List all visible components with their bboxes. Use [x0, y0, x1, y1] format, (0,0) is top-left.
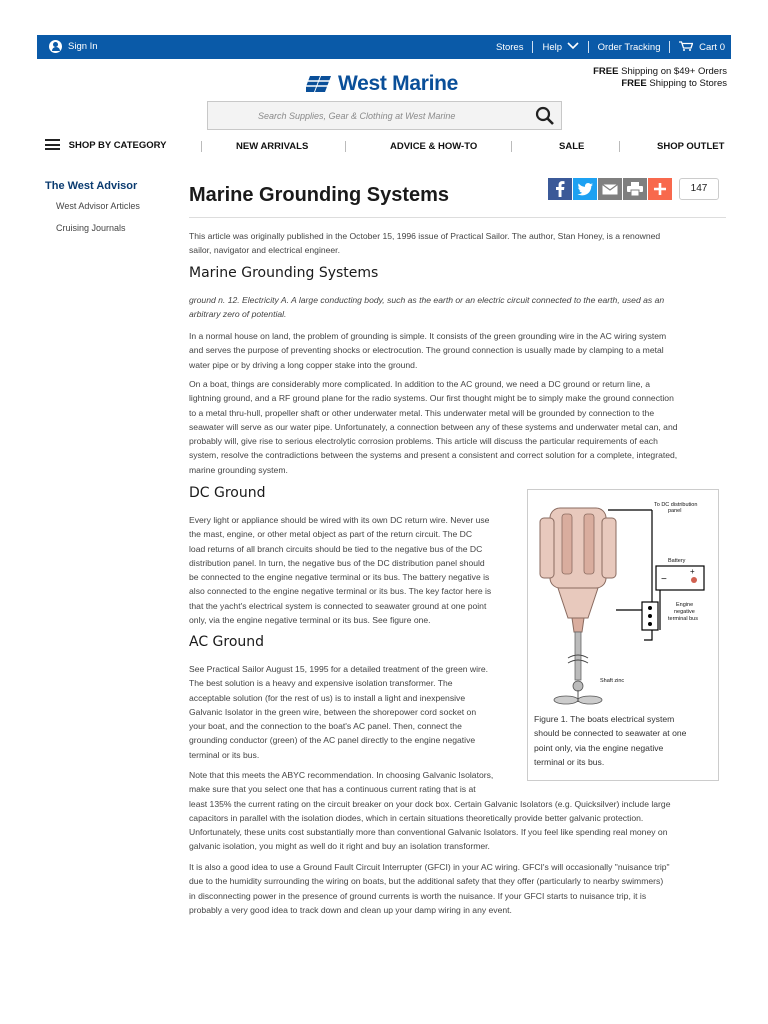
engine-wiring-diagram: [528, 490, 718, 712]
text-line: water pipe or by driving a long copper stake into the ground.: [189, 359, 418, 370]
free-label: FREE: [593, 66, 619, 77]
divider: [201, 141, 202, 152]
user-circle-icon: [49, 40, 62, 53]
label-panel: panel: [668, 508, 682, 514]
nav-sale[interactable]: SALE: [559, 141, 585, 152]
utility-bar: [37, 35, 731, 59]
west-marine-logo[interactable]: [306, 72, 458, 96]
shipping-line-1: Shipping on $49+ Orders: [618, 66, 727, 77]
text-line: and serves the purpose of preventing shocks or electrocution. The ground connection is usually made by clamping to a metal: [189, 345, 664, 356]
free-shipping-promo: [593, 66, 727, 90]
label-battery-minus: −: [661, 574, 667, 585]
cart-label: Cart 0: [699, 42, 725, 53]
label-negative: negative: [674, 609, 695, 615]
text-line: In a normal house on land, the problem of grounding is simple. It consists of the green grounding wire in the AC wiring system: [189, 331, 667, 341]
text-line: your boat, and the connection to the boat's AC panel. Then, connect the: [189, 721, 462, 732]
text-line: Galvanic Isolator in the green wire, between the shorepower cord socket on: [189, 706, 477, 717]
label-dc-distribution: To DC distribution: [654, 502, 698, 508]
figure-caption: [534, 712, 714, 769]
text-line: arbitrary zero of potential.: [189, 309, 287, 320]
shipping-line-2: Shipping to Stores: [646, 78, 727, 89]
search-input[interactable]: [208, 102, 528, 129]
paragraph-gfci: [189, 860, 670, 917]
battery-terminal-positive: [691, 577, 697, 583]
stores-link[interactable]: Stores: [496, 41, 524, 53]
divider: [619, 141, 620, 152]
shop-by-category-button[interactable]: [45, 139, 166, 151]
figure-grounding-diagram: [527, 489, 719, 781]
text-line: grounding conductor (green) of the AC panel directly to the engine negative: [189, 735, 476, 746]
text-line: system, resolve the contradictions between the systems and present a consistent and correct solution for a complete, integrated,: [189, 450, 678, 461]
text-line: ground n. 12. Electricity A. A large conducting body, such as the earth or an electric circuit connected to the earth, used as an: [189, 295, 665, 305]
divider: [511, 141, 512, 152]
nav-shop-outlet[interactable]: SHOP OUTLET: [657, 141, 725, 152]
section-heading-dc-ground: DC Ground: [189, 485, 266, 501]
paragraph-ac-ground: [189, 662, 488, 762]
label-battery-plus: +: [690, 567, 695, 576]
sign-in-label: Sign In: [68, 41, 98, 52]
text-line: terminal or its bus.: [534, 756, 605, 767]
paragraph-dc-ground: [189, 513, 491, 627]
print-button[interactable]: [623, 178, 647, 200]
text-line: to a metal thru-hull, propeller shaft or other underwater metal. This underwater metal will be grounded by connection to the: [189, 407, 655, 418]
text-line: probably will, give rise to serious electrolytic corrosion problems. This article will discuss the particular requirements of each: [189, 436, 658, 447]
facebook-icon: [555, 181, 565, 197]
twitter-share-button[interactable]: [573, 178, 597, 200]
help-label: Help: [542, 41, 563, 53]
sidebar-title[interactable]: The West Advisor: [45, 180, 138, 192]
plus-icon: [654, 183, 666, 195]
sidebar-item-west-advisor-articles[interactable]: West Advisor Articles: [56, 201, 140, 211]
label-battery: Battery: [668, 558, 686, 564]
sidebar-item-cruising-journals[interactable]: Cruising Journals: [56, 223, 126, 233]
section-heading-ac-ground: AC Ground: [189, 634, 265, 650]
label-terminal-bus: terminal bus: [668, 616, 698, 622]
twitter-icon: [577, 183, 593, 196]
text-line: On a boat, things are considerably more complicated. In addition to the AC ground, we need a DC ground or return line, a: [189, 379, 650, 389]
search-bar: [207, 101, 562, 130]
text-line: galvanic isolation, you might as well do it right and buy an isolation transformer.: [189, 841, 490, 852]
email-share-button[interactable]: [598, 178, 622, 200]
text-line: terminal or its bus.: [189, 749, 260, 760]
text-line: probably a very good idea to track down and clean up your damp wiring in any event.: [189, 904, 512, 915]
cart-icon: [679, 41, 693, 51]
text-line: Figure 1. The boats electrical system: [534, 714, 675, 724]
main-nav: [45, 137, 726, 157]
free-label: FREE: [621, 78, 647, 89]
text-line: The best solution is a heavy and expensive isolation transformer. The: [189, 678, 453, 689]
intro-paragraph: [189, 229, 660, 258]
shop-by-category-label: SHOP BY CATEGORY: [68, 140, 167, 151]
sign-in-link[interactable]: [49, 40, 98, 53]
text-line: load returns of all branch circuits should be tied to the negative bus of the DC: [189, 543, 483, 554]
text-line: be connected to the engine negative terminal or its bus. The battery negative is: [189, 572, 490, 583]
logo-mark-icon: [306, 74, 332, 94]
text-line: that the yacht's electrical system is connected to seawater ground at one point: [189, 600, 487, 611]
magnifier-icon[interactable]: [535, 106, 555, 126]
text-line: acceptable solution (for the rest of us) is to install a light and inexpensive: [189, 692, 466, 703]
hamburger-icon: [45, 139, 60, 150]
text-line: point only, via the engine negative: [534, 742, 664, 753]
text-line: This article was originally published in the October 15, 1996 issue of Practical Sailor. The author, Stan Honey, is a renowned: [189, 231, 661, 241]
share-count: 147: [679, 178, 719, 200]
text-line: least 135% the current rating on the circuit breaker on your dock box. Certain Galvanic Isolators (e.g. Quicksilver) include large: [189, 798, 671, 809]
facebook-share-button[interactable]: [548, 178, 572, 200]
envelope-icon: [602, 184, 618, 195]
share-buttons: [548, 178, 672, 200]
label-shaft-zinc: Shaft zinc: [600, 678, 625, 684]
section-heading-grounding: Marine Grounding Systems: [189, 265, 379, 281]
utility-links: [487, 41, 725, 53]
definition-paragraph: [189, 293, 664, 322]
text-line: also connected to the engine negative terminal or its bus. The key factor here is: [189, 586, 492, 597]
chevron-down-icon: [567, 42, 579, 50]
text-line: Every light or appliance should be wired with its own DC return wire. Never use: [189, 515, 490, 525]
page-title: Marine Grounding Systems: [189, 184, 450, 206]
nav-advice-how-to[interactable]: ADVICE & HOW-TO: [390, 141, 478, 152]
text-line: See Practical Sailor August 15, 1995 for a detailed treatment of the green wire.: [189, 664, 489, 674]
text-line: Note that this meets the ABYC recommendation. In choosing Galvanic Isolators,: [189, 770, 494, 780]
text-line: It is also a good idea to use a Ground Fault Circuit Interrupter (GFCI) in your AC wiring. GFCI's will occasionally "nuisance trip": [189, 862, 670, 872]
text-line: in disconnecting power in the presence of ground currents is worth the nuisance. If your GFCI starts to nuisance trip, it is: [189, 890, 647, 901]
text-line: distribution panel. In turn, the negative bus of the DC distribution panel should: [189, 557, 485, 568]
divider: [345, 141, 346, 152]
text-line: marine grounding system.: [189, 464, 288, 475]
paragraph-house: [189, 329, 666, 372]
text-line: sailor, navigator and electrical engineer.: [189, 245, 340, 256]
text-line: the mast, engine, or other metal object as part of the return circuit. The DC: [189, 529, 473, 540]
order-tracking-link[interactable]: Order Tracking: [597, 41, 661, 53]
more-share-button[interactable]: [648, 178, 672, 200]
text-line: should be connected to seawater at one: [534, 728, 687, 739]
divider: [189, 217, 726, 218]
engine-illustration: [540, 508, 616, 704]
text-line: Unfortunately, these units cost substantially more than conventional Galvanic Isolators. If you feel like spending real money on: [189, 827, 668, 838]
cart-link[interactable]: [670, 41, 725, 53]
text-line: lightning ground, and a RF ground plane for the radio systems. Our first thought might be to simply make the ground connection: [189, 393, 674, 404]
help-link[interactable]: [533, 42, 587, 53]
text-line: seawater will serve as our water pipe. Unfortunately, a connection between any of these systems and underwater metal can, and: [189, 421, 678, 432]
text-line: due to the humidity surrounding the wiring on boats, but the additional safety that they offer (particularly to nearby swimmers): [189, 876, 664, 887]
logo-text: West Marine: [338, 72, 459, 95]
text-line: only, via the engine negative terminal or its bus. See figure one.: [189, 615, 431, 626]
label-engine: Engine: [676, 602, 694, 608]
text-line: make sure that you select one that has a continuous current rating that is at: [189, 784, 476, 795]
printer-icon: [627, 182, 643, 196]
nav-new-arrivals[interactable]: NEW ARRIVALS: [236, 141, 309, 152]
paragraph-boat: [189, 377, 678, 477]
text-line: capacitors in parallel with the isolation diodes, which in certain situations theoretically provide better galvanic protection.: [189, 812, 644, 823]
